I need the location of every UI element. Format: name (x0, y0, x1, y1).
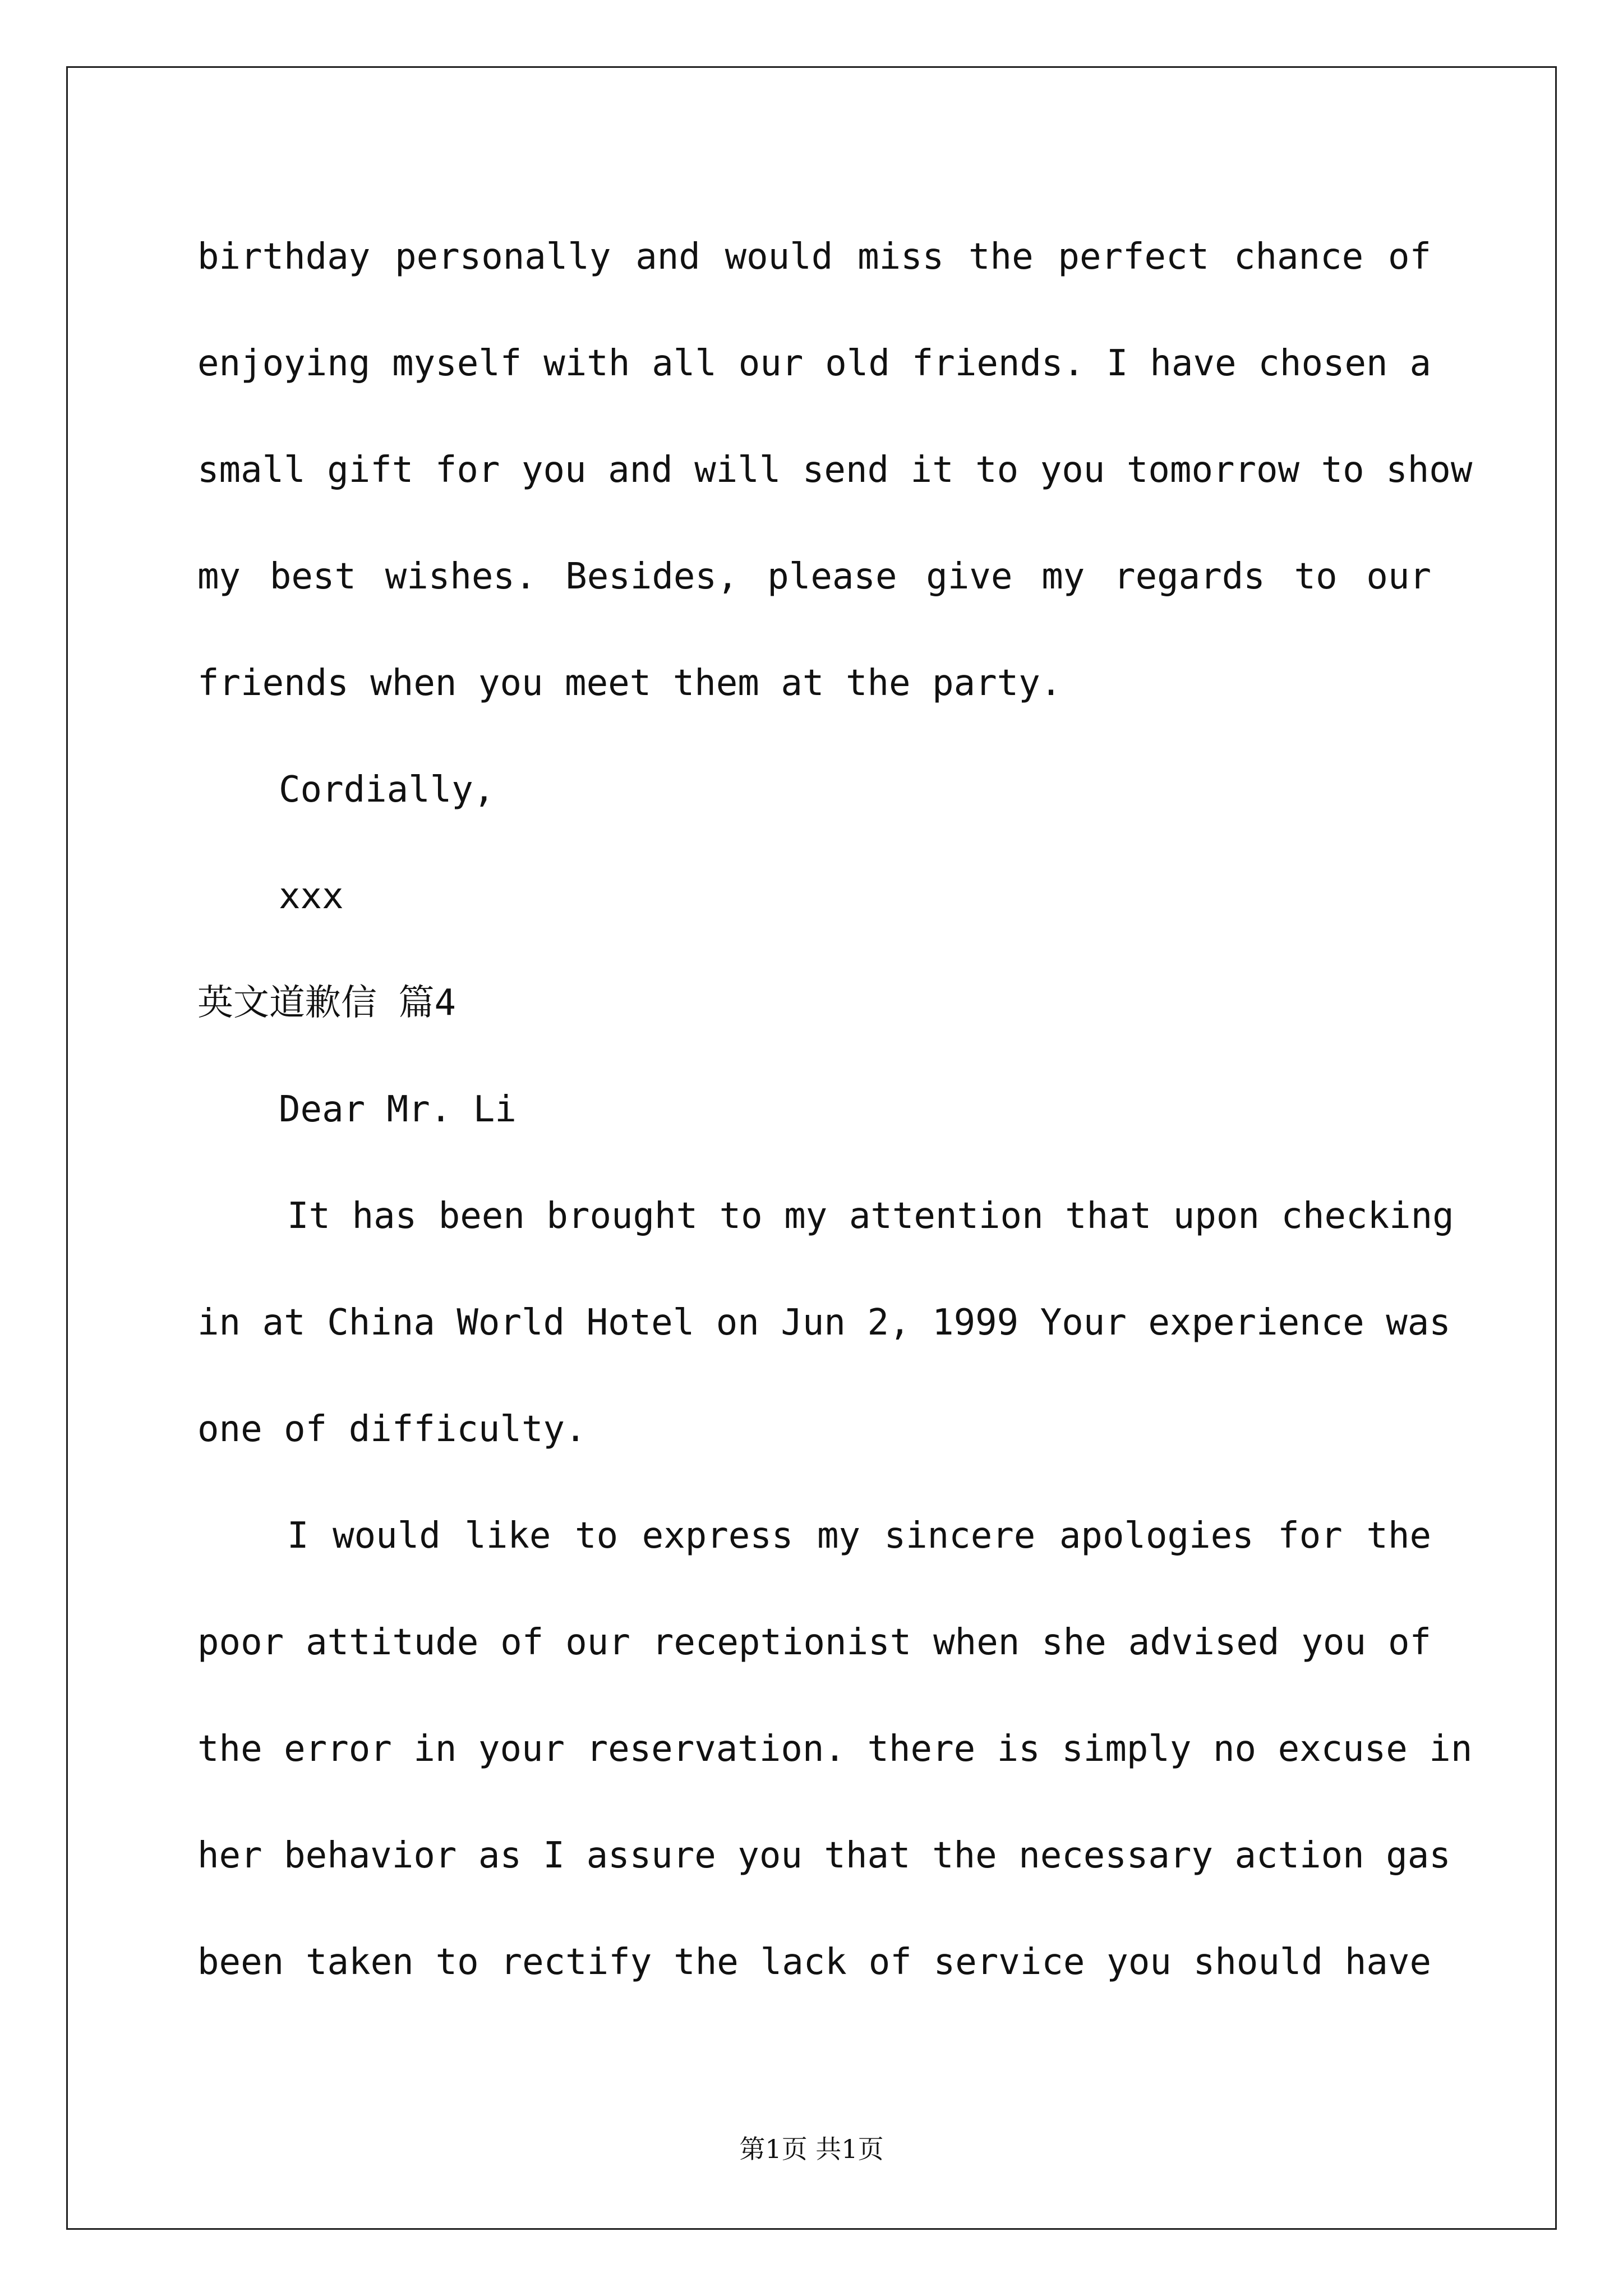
body-line: small gift for you and will send it to you tomorrow to show (197, 449, 1473, 491)
body-line: birthday personally and would miss the perfect chance of (197, 236, 1431, 278)
signature-line: xxx (279, 876, 344, 917)
body-line: one of difficulty. (197, 1409, 587, 1450)
page-number-footer: 第1页 共1页 (739, 2134, 884, 2164)
body-line: been taken to rectify the lack of service you should have (197, 1941, 1431, 1983)
page-border (66, 66, 1557, 2230)
body-line: poor attitude of our receptionist when she advised you of (197, 1622, 1431, 1663)
body-line: her behavior as I assure you that the necessary action gas (197, 1835, 1451, 1876)
closing-line: Cordially, (279, 769, 495, 811)
body-line: in at China World Hotel on Jun 2, 1999 Your experience was (197, 1302, 1451, 1343)
body-line: enjoying myself with all our old friends. I have chosen a (197, 343, 1431, 384)
body-line: I would like to express my sincere apologies for the (287, 1515, 1431, 1557)
salutation-line: Dear Mr. Li (279, 1089, 517, 1130)
body-line: It has been brought to my attention that upon checking (287, 1195, 1454, 1237)
body-line: my best wishes. Besides, please give my regards to our (197, 556, 1431, 597)
section-heading: 英文道歉信 篇4 (197, 982, 457, 1024)
body-line: the error in your reservation. there is simply no excuse in (197, 1728, 1473, 1770)
body-line: friends when you meet them at the party. (197, 662, 1062, 704)
